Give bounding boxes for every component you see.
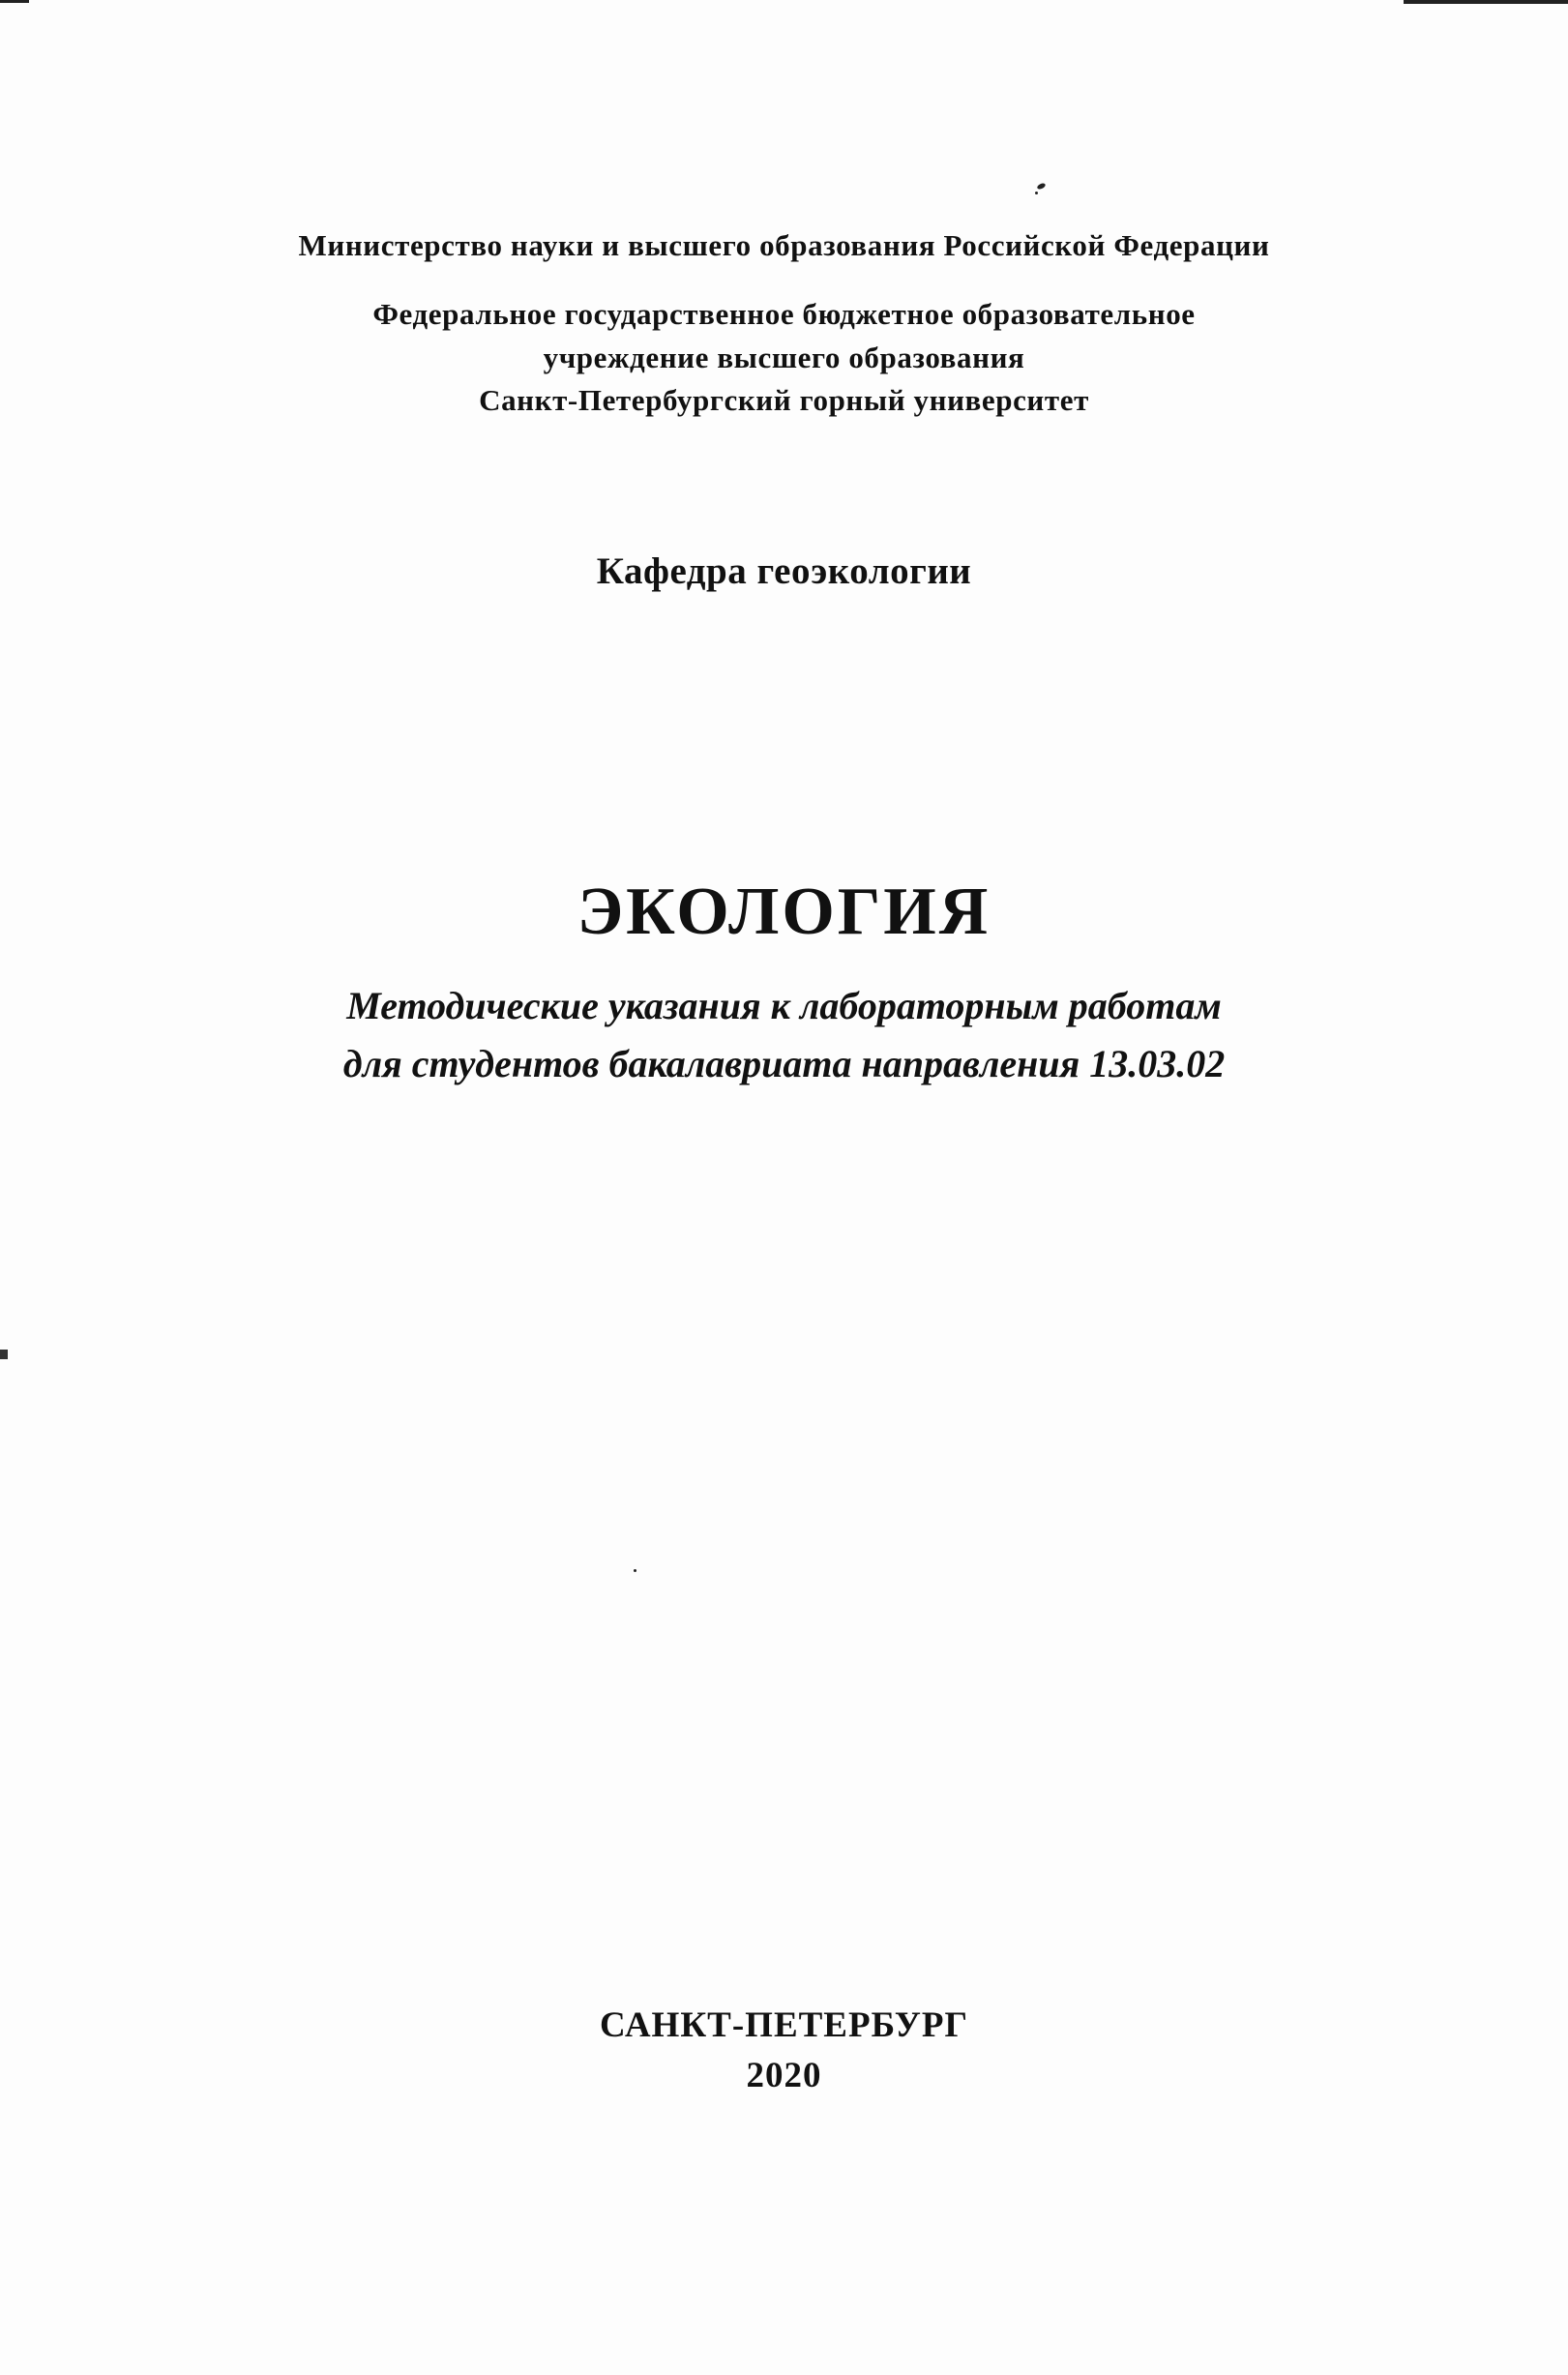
- department-name: Кафедра геоэкологии: [596, 550, 972, 592]
- publication-city: САНКТ-ПЕТЕРБУРГ: [599, 2005, 969, 2045]
- publication-year: 2020: [746, 2056, 822, 2095]
- document-subtitle-line: для студентов бакалавриата направления 13.03.02: [342, 1042, 1226, 1085]
- ministry-line: Министерство науки и высшего образования Российской Федерации: [298, 228, 1270, 262]
- institution-line: Санкт-Петербургский горный университет: [479, 383, 1089, 417]
- institution-line: учреждение высшего образования: [543, 341, 1025, 374]
- scan-speck: [1035, 192, 1038, 194]
- document-title: ЭКОЛОГИЯ: [577, 875, 991, 949]
- document-subtitle-line: Методические указания к лабораторным работам: [346, 984, 1222, 1027]
- scan-speck: [634, 1569, 636, 1572]
- scan-edge-artifact: [0, 1350, 8, 1359]
- scan-edge-artifact: [0, 0, 29, 3]
- scan-speck: [1036, 182, 1046, 190]
- scan-edge-artifact: [1404, 0, 1568, 4]
- institution-line: Федеральное государственное бюджетное образовательное: [372, 297, 1196, 331]
